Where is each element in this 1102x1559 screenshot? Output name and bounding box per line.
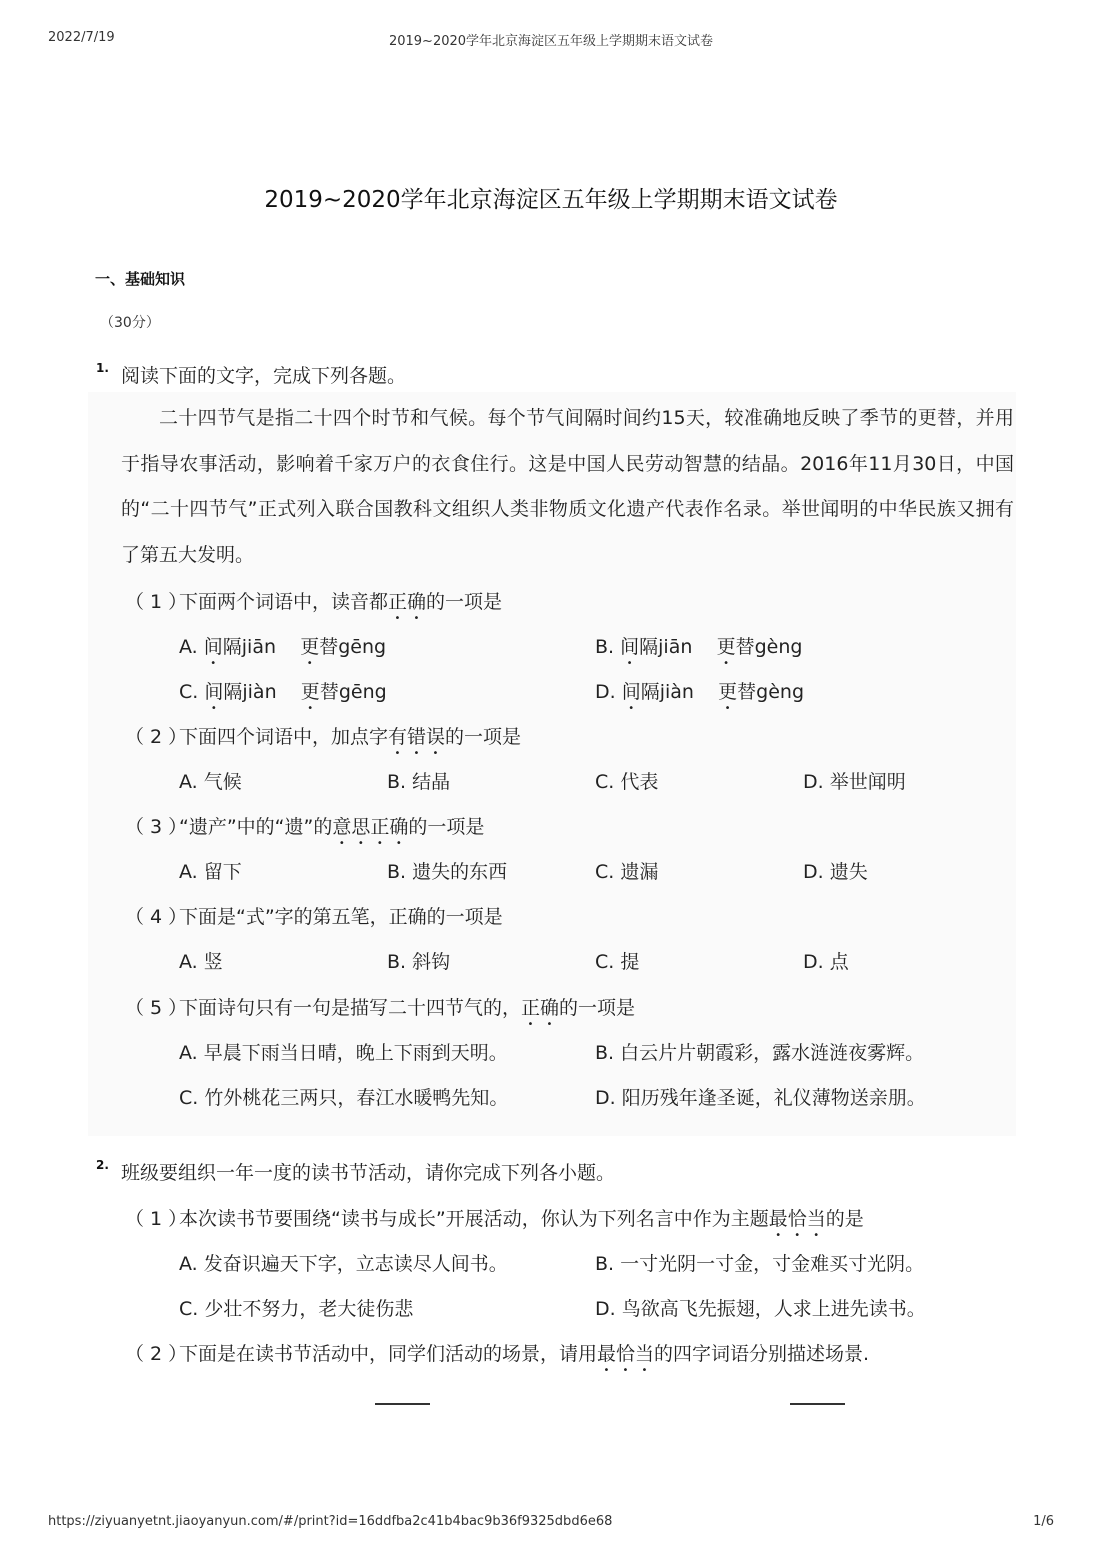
emphasis-text: 最恰当 bbox=[768, 1208, 826, 1230]
subquestion-1-1 bbox=[125, 587, 502, 624]
subquestion-number: （ 4 ） bbox=[125, 906, 188, 928]
subquestion-1-4 bbox=[125, 902, 503, 929]
print-header bbox=[0, 30, 1102, 50]
subquestion-number: （ 1 ） bbox=[125, 1208, 188, 1230]
subquestion-number: （ 5 ） bbox=[125, 997, 188, 1019]
passage-text: 二十四节气是指二十四个时节和气候。每个节气间隔时间约15天，较准确地反映了季节的更替，并用于指导农事活动，影响着千家万户的衣食住行。这是中国人民劳动智慧的结晶。2016年11月30日，中国的“二十四节气”正式列入联合国教科文组织人类非物质文化遗产代表作名录。举世闻明的中华民族又拥有了第五大发明。 bbox=[121, 407, 1014, 566]
subquestion-2-2 bbox=[125, 1339, 869, 1376]
option-b[interactable]: B. 一寸光阴一寸金，寸金难买寸光阴。 bbox=[595, 1253, 925, 1275]
dotted-char: 更 bbox=[718, 681, 738, 703]
option-d[interactable] bbox=[595, 677, 804, 714]
option-b[interactable]: B. 遗失的东西 bbox=[387, 861, 508, 883]
option-d[interactable]: D. 点 bbox=[803, 951, 849, 973]
print-date: 2022/7/19 bbox=[48, 30, 115, 45]
option-word: 替gèng bbox=[735, 636, 803, 658]
question-2-number: 2. bbox=[96, 1158, 109, 1172]
subquestion-1-5 bbox=[125, 993, 635, 1030]
reading-passage bbox=[121, 396, 1014, 578]
subquestion-2-1 bbox=[125, 1204, 864, 1241]
dotted-char: 间 bbox=[204, 681, 224, 703]
option-a[interactable]: A. 早晨下雨当日晴，晚上下雨到天明。 bbox=[179, 1042, 508, 1064]
question-1-instruction: 阅读下面的文字，完成下列各题。 bbox=[121, 365, 407, 387]
dotted-char: 间 bbox=[621, 681, 641, 703]
option-label: A. bbox=[179, 636, 198, 658]
subquestion-text: “遗产”中的“遗”的 bbox=[179, 816, 333, 838]
subquestion-text: 的是 bbox=[825, 1208, 864, 1230]
option-word: 替gèng bbox=[737, 681, 805, 703]
option-a[interactable]: A. 竖 bbox=[179, 951, 223, 973]
dotted-char: 更 bbox=[716, 636, 736, 658]
question-1-number: 1. bbox=[96, 361, 109, 375]
subquestion-text: 的一项是 bbox=[426, 591, 503, 613]
option-a[interactable]: A. 气候 bbox=[179, 771, 242, 793]
subquestion-1-2 bbox=[125, 722, 521, 759]
emphasis-text: 正确 bbox=[521, 997, 560, 1019]
option-label: C. bbox=[179, 681, 199, 703]
subquestion-text: 本次读书节要围绕“读书与成长”开展活动，你认为下列名言中作为主题 bbox=[179, 1208, 769, 1230]
option-b[interactable]: B. 结晶 bbox=[387, 771, 451, 793]
section-score: （30分） bbox=[100, 315, 160, 331]
dotted-char: 更 bbox=[300, 636, 320, 658]
subquestion-text: 下面是“式”字的第五笔，正确的一项是 bbox=[179, 906, 503, 928]
option-word: 替gēng bbox=[319, 681, 387, 703]
section-title: 一、基础知识 bbox=[95, 270, 186, 288]
option-word: 隔jiàn bbox=[223, 681, 277, 703]
subquestion-number: （ 2 ） bbox=[125, 1343, 188, 1365]
subquestion-text: 下面四个词语中，加点字 bbox=[179, 726, 389, 748]
subquestion-text: 下面两个词语中，读音都 bbox=[179, 591, 389, 613]
option-c[interactable]: C. 代表 bbox=[595, 771, 659, 793]
option-b[interactable]: B. 白云片片朝霞彩，露水涟涟夜雾辉。 bbox=[595, 1042, 925, 1064]
subquestion-text: 的一项是 bbox=[445, 726, 522, 748]
print-url: https://ziyuanyetnt.jiaoyanyun.com/#/print?id=16ddfba2c41b4bac9b36f9325dbd6e68 bbox=[48, 1514, 613, 1529]
option-c[interactable]: C. 少壮不努力，老大徒伤悲 bbox=[179, 1298, 414, 1320]
option-a[interactable]: A. 发奋识遍天下字，立志读尽人间书。 bbox=[179, 1253, 508, 1275]
emphasis-text: 最恰当 bbox=[597, 1343, 655, 1365]
option-c[interactable]: C. 竹外桃花三两只，春江水暖鸭先知。 bbox=[179, 1087, 509, 1109]
option-a[interactable]: A. 留下 bbox=[179, 861, 242, 883]
option-a[interactable] bbox=[179, 632, 386, 669]
answer-blank[interactable] bbox=[790, 1403, 845, 1405]
option-word: 隔jiān bbox=[222, 636, 277, 658]
emphasis-text: 正确 bbox=[388, 591, 427, 613]
subquestion-text: 的一项是 bbox=[559, 997, 636, 1019]
dotted-char: 更 bbox=[300, 681, 320, 703]
option-label: D. bbox=[595, 681, 616, 703]
dotted-char: 间 bbox=[620, 636, 640, 658]
subquestion-1-3 bbox=[125, 812, 484, 849]
page-number: 1/6 bbox=[1033, 1514, 1054, 1529]
option-c[interactable]: C. 提 bbox=[595, 951, 640, 973]
subquestion-number: （ 2 ） bbox=[125, 726, 188, 748]
subquestion-number: （ 3 ） bbox=[125, 816, 188, 838]
subquestion-text: 下面是在读书节活动中，同学们活动的场景，请用 bbox=[179, 1343, 598, 1365]
option-d[interactable]: D. 阳历残年逢圣诞，礼仪薄物送亲朋。 bbox=[595, 1087, 926, 1109]
option-d[interactable]: D. 遗失 bbox=[803, 861, 868, 883]
emphasis-text: 有错误 bbox=[388, 726, 446, 748]
option-b[interactable]: B. 斜钩 bbox=[387, 951, 451, 973]
option-c[interactable]: C. 遗漏 bbox=[595, 861, 659, 883]
option-label: B. bbox=[595, 636, 615, 658]
option-c[interactable] bbox=[179, 677, 387, 714]
emphasis-text: 意思正确 bbox=[332, 816, 409, 838]
dotted-char: 间 bbox=[203, 636, 223, 658]
print-header-title: 2019~2020学年北京海淀区五年级上学期期末语文试卷 bbox=[388, 34, 714, 49]
option-d[interactable]: D. 鸟欲高飞先振翅，人求上进先读书。 bbox=[595, 1298, 926, 1320]
print-footer bbox=[0, 1514, 1102, 1534]
subquestion-text: 下面诗句只有一句是描写二十四节气的， bbox=[179, 997, 522, 1019]
option-b[interactable] bbox=[595, 632, 802, 669]
answer-blank[interactable] bbox=[375, 1403, 430, 1405]
subquestion-text: 的一项是 bbox=[408, 816, 485, 838]
page-title: 2019~2020学年北京海淀区五年级上学期期末语文试卷 bbox=[264, 187, 838, 213]
subquestion-text: 的四字词语分别描述场景. bbox=[654, 1343, 870, 1365]
subquestion-number: （ 1 ） bbox=[125, 591, 188, 613]
question-2-instruction: 班级要组织一年一度的读书节活动，请你完成下列各小题。 bbox=[121, 1162, 616, 1184]
option-d[interactable]: D. 举世闻明 bbox=[803, 771, 906, 793]
option-word: 隔jiān bbox=[639, 636, 693, 658]
option-word: 隔jiàn bbox=[640, 681, 694, 703]
option-word: 替gēng bbox=[319, 636, 387, 658]
